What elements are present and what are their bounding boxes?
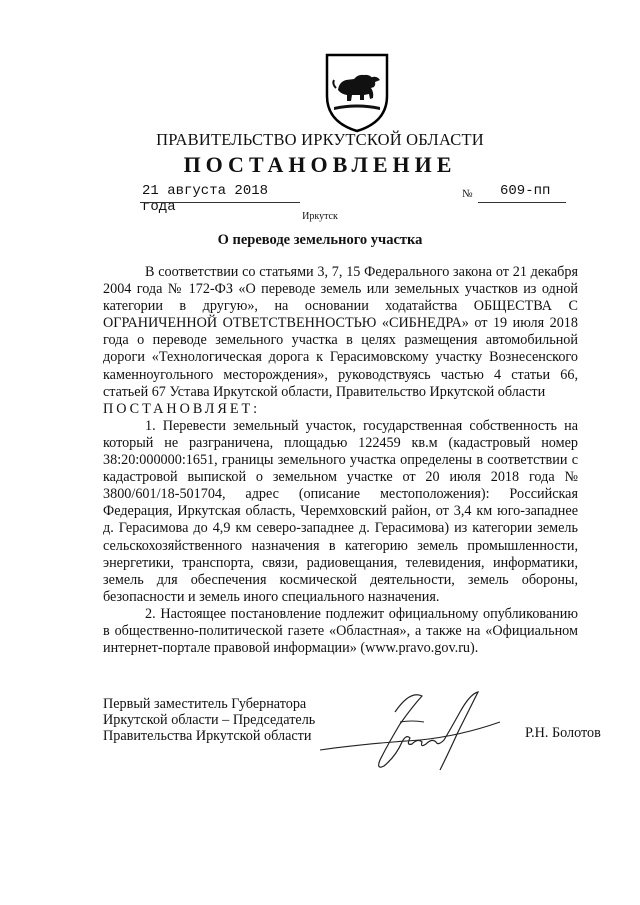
document-body — [103, 264, 578, 657]
document-subject: О переводе земельного участка — [217, 232, 423, 248]
document-number: 609-пп — [500, 183, 551, 199]
issue-city: Иркутск — [302, 211, 338, 222]
document-kind: ПОСТАНОВЛЕНИЕ — [183, 152, 457, 177]
position-line-2: Иркутской области – Председатель — [103, 712, 316, 728]
intro-paragraph: В соответствии со статьями 3, 7, 15 Федерального закона от 21 декабря 2004 года № 172-ФЗ «О переводе земель или земельных участков из одной категории в другую», на основании ходатайства ОБЩЕСТВА С ОГРАНИЧЕННОЙ ОТВЕТСТВЕННОСТЬЮ «СИБНЕДРА» от 19 июля 2018 года о переводе земельного участка в целях размещения автомобильной дороги «Технологическая дорога к Герасимовскому участку Вознесенского каменноугольного месторождения», руководствуясь частью 4 статьи 66, статьей 67 Устава Иркутской области, Правительство Иркутской области — [103, 264, 578, 400]
resolves-keyword: ПОСТАНОВЛЯЕТ: — [103, 400, 261, 417]
item-2-paragraph: 2. Настоящее постановление подлежит официальному опубликованию в общественно-политической газете «Областная», а также на «Официальном интернет-портале правовой информации» (www.pravo.gov.ru). — [103, 605, 578, 657]
signatory-position — [103, 696, 315, 744]
document-date: 21 августа 2018 года — [142, 183, 269, 215]
item-1-paragraph: 1. Перевести земельный участок, государственная собственность на который не разграничена, площадью 122459 кв.м (кадастровый номер 38:20:000000:1651, границы земельного участка определены в соответствии с кадастровой выпиской о земельном участке от 20 июля 2018 года № 3800/601/18-501704, адрес (описание местоположения): Российская Федерация, Иркутская область, Черемховский район, от 3,4 км юго-западнее д. Герасимова до 4,9 км северо-западнее д. Герасимова) из категории земель сельскохозяйственного назначения в категорию земель промышленности, энергетики, транспорта, связи, радиовещания, телевидения, информатики, земель для обеспечения космической деятельности, земель обороны, безопасности и земель иного специального назначения. — [103, 417, 578, 605]
irkutsk-coat-of-arms-icon — [324, 52, 390, 134]
signatory-name: Р.Н. Болотов — [525, 725, 601, 741]
government-name: ПРАВИТЕЛЬСТВО ИРКУТСКОЙ ОБЛАСТИ — [156, 130, 484, 149]
number-underline — [478, 202, 566, 203]
handwritten-signature-icon — [300, 682, 510, 777]
number-sign: № — [462, 188, 473, 200]
position-line-1: Первый заместитель Губернатора — [103, 696, 307, 712]
position-line-3: Правительства Иркутской области — [103, 728, 312, 744]
date-underline — [140, 202, 300, 203]
